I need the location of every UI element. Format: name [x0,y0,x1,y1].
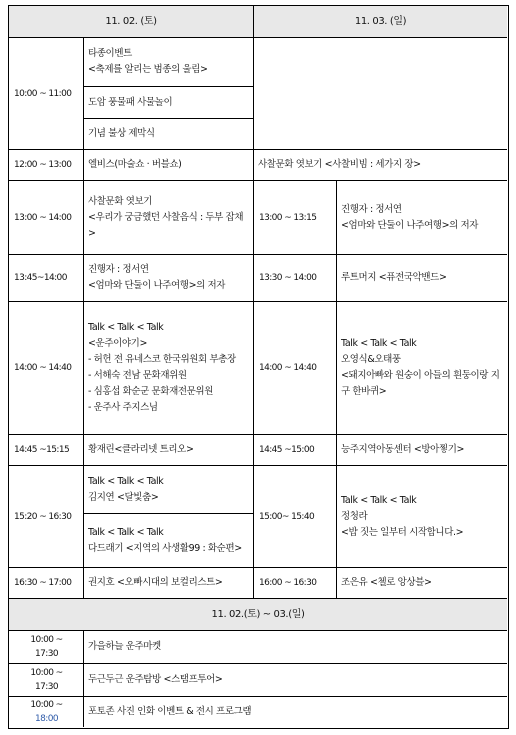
event-d1-slot1-b: 도암 풍물패 사물놀이 [84,87,254,119]
time-d2-slot7: 15:00~ 15:40 [254,466,337,568]
time-d2-slot8: 16:00 ~ 16:30 [254,568,337,599]
time-d1-slot8: 16:30 ~ 17:00 [9,568,84,599]
time-both-row1: 10:00 ~ 17:30 [9,631,84,664]
event-d1-slot2: 엘비스(마술쇼 · 버블쇼) [84,150,254,181]
time-d2-slot5: 14:00 ~ 14:40 [254,302,337,435]
schedule-table [8,5,509,729]
time-d1-slot3: 13:00 ~ 14:00 [9,181,84,255]
event-d1-slot1-a: 타종이벤트 <축제를 알리는 범종의 울림> [84,38,254,87]
event-both-row1: 가을하늘 운주마켓 [84,631,507,664]
time-d2-slot3: 13:00 ~ 13:15 [254,181,337,255]
event-d1-slot7-a: Talk < Talk < Talk 김지연 <달빛춤> [84,466,254,514]
event-d1-slot8: 권지호 <오빠시대의 보컬리스트> [84,568,254,599]
time-d1-slot4: 13:45~14:00 [9,255,84,302]
event-d1-slot4: 진행자 : 정서연 <엄마와 단둘이 나주여행>의 저자 [84,255,254,302]
time-both-row2: 10:00 ~ 17:30 [9,664,84,697]
header-day1: 11. 02. (토) [9,6,254,38]
empty-d2-slot1 [254,38,507,150]
time-d2-slot6: 14:45 ~15:00 [254,435,337,466]
event-both-row3: 포토존 사진 인화 이벤트 & 전시 프로그램 [88,706,252,717]
event-d1-slot3: 사찰문화 엿보기 <우리가 궁금했던 사찰음식 : 두부 잡채> [84,181,254,255]
time-d2-slot4: 13:30 ~ 14:00 [254,255,337,302]
event-d2-slot2: 사찰문화 엿보기 <사찰비빔 : 세가지 장> [254,150,507,181]
event-d1-slot6: 황재린<클라리넷 트리오> [84,435,254,466]
header-day2: 11. 03. (일) [254,6,507,38]
time-d1-slot5: 14:00 ~ 14:40 [9,302,84,435]
header-both-days: 11. 02.(토) ~ 03.(일) [9,599,507,631]
time-both-row3: 10:00 ~ 18:00 [9,697,84,727]
event-d2-slot4: 루트머지 <퓨전국악밴드> [337,255,507,302]
time-d1-slot7: 15:20 ~ 16:30 [9,466,84,568]
time-d1-slot2: 12:00 ~ 13:00 [9,150,84,181]
event-d2-slot8: 조은유 <첼로 앙상블> [337,568,507,599]
time-d1-slot6: 14:45 ~15:15 [9,435,84,466]
event-d1-slot1-c: 기념 불상 제막식 [84,119,254,150]
event-d1-slot5: Talk < Talk < Talk <운주이야기> - 허헌 전 유네스코 한국위원회 부총장 - 서해숙 전남 문화재위원 - 심홍섭 화순군 문화재전문위원 - 운주사 주지스님 [84,302,254,435]
time-d1-slot1: 10:00 ~ 11:00 [9,38,84,150]
event-both-row2: 두근두근 운주탐방 <스탬프투어> [84,664,507,697]
event-d2-slot3: 진행자 : 정서연 <엄마와 단둘이 나주여행>의 저자 [337,181,507,255]
event-d2-slot5: Talk < Talk < Talk 오영식&오태풍 <돼지아빠와 원숭이 아들의 흰둥이랑 지구 한바퀴> [337,302,507,435]
event-d2-slot6: 능주지역아동센터 <방아찧기> [337,435,507,466]
event-d2-slot7: Talk < Talk < Talk 정청라 <밥 짓는 일부터 시작합니다.> [337,466,507,568]
event-d1-slot7-b: Talk < Talk < Talk 다드래기 <지역의 사생활99 : 화순편> [84,514,254,568]
